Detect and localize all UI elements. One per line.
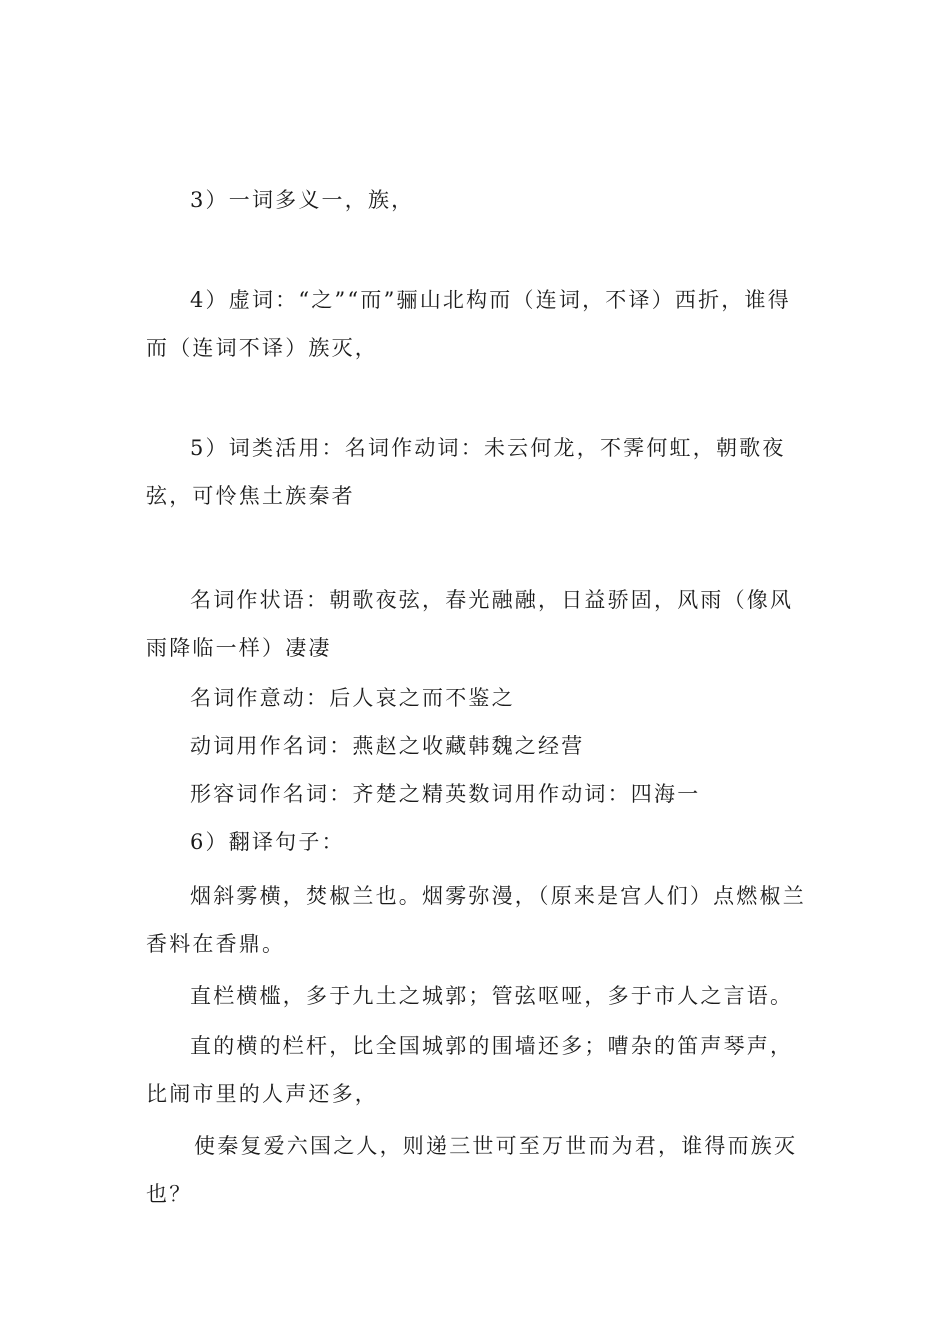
paragraph-noun-conative: 名词作意动：后人哀之而不鉴之 — [190, 686, 515, 710]
paragraph-translation-4: 使秦复爱六国之人，则递三世可至万世而为君，谁得而族灭也？ — [146, 1134, 798, 1206]
paragraph-translation-heading: 6）翻译句子： — [190, 830, 345, 854]
paragraph-function-words: 4）虚词：“之”“而”骊山北构而（连词，不译）西折，谁得而（连词不译）族灭， — [146, 288, 791, 360]
paragraph-polysemy: 3）一词多义一，族， — [190, 188, 415, 212]
paragraph-verb-as-noun: 动词用作名词：燕赵之收藏韩魏之经营 — [190, 734, 585, 758]
paragraph-adjective-as-noun: 形容词作名词：齐楚之精英数词用作动词：四海一 — [190, 782, 701, 806]
paragraph-word-class-shift: 5）词类活用：名词作动词：未云何龙，不霁何虹，朝歌夜弦，可怜焦土族秦者 — [146, 436, 786, 508]
paragraph-translation-1: 烟斜雾横，焚椒兰也。烟雾弥漫，（原来是宫人们）点燃椒兰香料在香鼎。 — [146, 884, 806, 956]
paragraph-translation-3: 直的横的栏杆，比全国城郭的围墙还多；嘈杂的笛声琴声，比闹市里的人声还多， — [146, 1034, 794, 1106]
paragraph-noun-adverbial: 名词作状语：朝歌夜弦，春光融融，日益骄固，风雨（像风雨降临一样）凄凄 — [146, 588, 794, 660]
paragraph-translation-2: 直栏横槛，多于九土之城郭；管弦呕哑，多于市人之言语。 — [190, 984, 794, 1008]
